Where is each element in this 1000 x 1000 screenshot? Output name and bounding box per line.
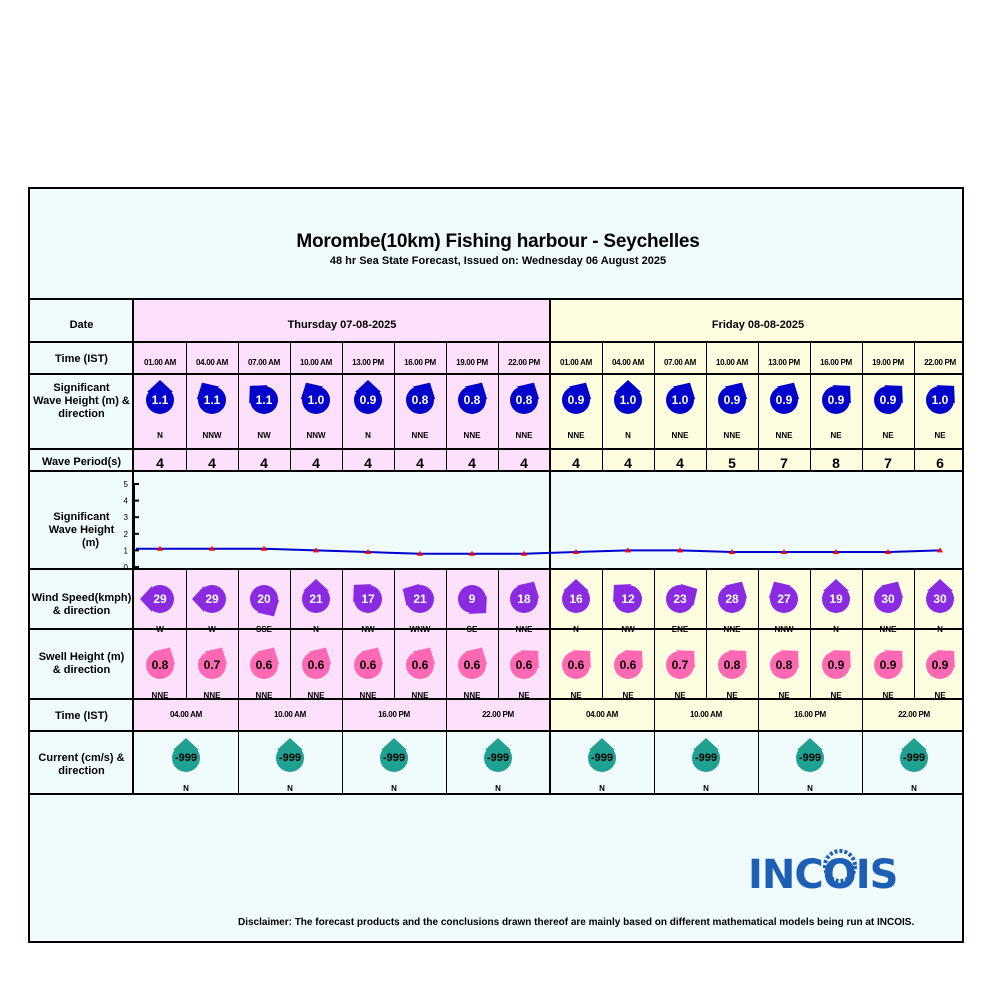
wind-speed-badge: 30 bbox=[926, 585, 954, 613]
chart-y-tick-label: 3 bbox=[123, 513, 128, 523]
globe-icon bbox=[820, 846, 860, 886]
page-title: Morombe(10km) Fishing harbour - Seychelles bbox=[296, 231, 700, 252]
wind-direction-label: W bbox=[156, 625, 164, 634]
time-cell: 01.00 AM bbox=[560, 358, 592, 367]
time-cell: 04.00 AM bbox=[196, 358, 228, 367]
forecast-sheet bbox=[28, 187, 964, 943]
wave-direction-label: NE bbox=[934, 431, 946, 440]
wave-height-badge: 0.9 bbox=[562, 386, 590, 414]
wave-height-badge: 1.0 bbox=[614, 386, 642, 414]
current-direction-label: N bbox=[807, 784, 813, 793]
label-sig-line2: Wave Height bbox=[48, 524, 115, 536]
wave-height-badge: 1.1 bbox=[146, 386, 174, 414]
current-direction-label: N bbox=[183, 784, 189, 793]
wind-direction-label: ENE bbox=[671, 625, 689, 634]
swell-direction-label: NE bbox=[674, 691, 686, 700]
wave-direction-label: NNE bbox=[515, 431, 533, 440]
swell-direction-label: NE bbox=[622, 691, 634, 700]
wave-direction-label: N bbox=[365, 431, 371, 440]
wave-period-cell: 4 bbox=[208, 455, 216, 471]
time-cell-2: 10.00 AM bbox=[690, 710, 722, 719]
swell-height-badge: 0.7 bbox=[198, 651, 226, 679]
wave-height-chart bbox=[30, 471, 964, 569]
label-wind-line1: Wind Speed(kmph) bbox=[31, 592, 132, 604]
label-swell-line1: Swell Height (m) bbox=[38, 651, 125, 663]
label-sig-line3: (m) bbox=[81, 537, 100, 549]
wave-period-cell: 4 bbox=[572, 455, 580, 471]
chart-y-tick-label: 2 bbox=[123, 529, 128, 539]
label-wind bbox=[30, 592, 133, 618]
col-divider bbox=[862, 569, 863, 699]
wave-period-cell: 4 bbox=[260, 455, 268, 471]
label-time: Time (IST) bbox=[55, 353, 108, 365]
swell-height-badge: 0.8 bbox=[770, 651, 798, 679]
time-cell: 10.00 AM bbox=[300, 358, 332, 367]
wave-period-cell: 5 bbox=[728, 455, 736, 471]
time-cell: 10.00 AM bbox=[716, 358, 748, 367]
time-cell-2: 16.00 PM bbox=[378, 710, 410, 719]
col-divider bbox=[498, 569, 499, 699]
swell-height-badge: 0.9 bbox=[822, 651, 850, 679]
wind-direction-label: NW bbox=[361, 625, 375, 634]
wind-speed-badge: 18 bbox=[510, 585, 538, 613]
wave-height-badge: 1.1 bbox=[198, 386, 226, 414]
wave-height-badge: 1.0 bbox=[302, 386, 330, 414]
swell-direction-label: NE bbox=[934, 691, 946, 700]
time-cell-2: 22.00 PM bbox=[898, 710, 930, 719]
wave-direction-label: NNE bbox=[671, 431, 689, 440]
swell-direction-label: NE bbox=[726, 691, 738, 700]
current-direction-label: N bbox=[391, 784, 397, 793]
col-divider bbox=[238, 569, 239, 699]
chart-y-tick-label: 1 bbox=[123, 546, 128, 556]
time-cell: 16.00 PM bbox=[820, 358, 852, 367]
label-cur-line2: direction bbox=[58, 765, 105, 777]
wind-direction-label: NW bbox=[621, 625, 635, 634]
wind-speed-badge: 23 bbox=[666, 585, 694, 613]
row-divider bbox=[30, 298, 964, 300]
swell-height-badge: 0.6 bbox=[354, 651, 382, 679]
label-wave bbox=[30, 382, 133, 421]
wave-direction-label: NW bbox=[257, 431, 271, 440]
wind-direction-label: N bbox=[833, 625, 839, 634]
col-divider bbox=[758, 569, 759, 699]
wave-height-badge: 0.8 bbox=[510, 386, 538, 414]
label-wave-line3: direction bbox=[58, 408, 105, 420]
swell-height-badge: 0.6 bbox=[562, 651, 590, 679]
swell-height-badge: 0.6 bbox=[614, 651, 642, 679]
wave-height-badge: 1.1 bbox=[250, 386, 278, 414]
wave-period-cell: 4 bbox=[624, 455, 632, 471]
swell-direction-label: NE bbox=[882, 691, 894, 700]
wave-direction-label: NNE bbox=[567, 431, 585, 440]
wind-speed-badge: 12 bbox=[614, 585, 642, 613]
time-cell: 16.00 PM bbox=[404, 358, 436, 367]
wind-speed-badge: 19 bbox=[822, 585, 850, 613]
wind-direction-label: NNE bbox=[723, 625, 741, 634]
current-speed-badge: -999 bbox=[484, 744, 512, 772]
label-current bbox=[30, 752, 133, 778]
wave-direction-label: NE bbox=[882, 431, 894, 440]
label-sig-line1: Significant bbox=[53, 511, 110, 523]
current-speed-badge: -999 bbox=[380, 744, 408, 772]
label-swell-line2: & direction bbox=[52, 664, 111, 676]
wave-period-cell: 4 bbox=[468, 455, 476, 471]
swell-direction-label: NNE bbox=[307, 691, 325, 700]
wind-direction-label: N bbox=[573, 625, 579, 634]
current-speed-badge: -999 bbox=[172, 744, 200, 772]
label-wave-line2: Wave Height (m) & bbox=[33, 395, 130, 407]
wind-direction-label: SSE bbox=[255, 625, 272, 634]
wave-direction-label: NNE bbox=[411, 431, 429, 440]
time-cell: 19.00 PM bbox=[456, 358, 488, 367]
wave-period-cell: 7 bbox=[884, 455, 892, 471]
wind-speed-badge: 28 bbox=[718, 585, 746, 613]
wave-direction-label: N bbox=[157, 431, 163, 440]
wave-period-cell: 4 bbox=[520, 455, 528, 471]
current-direction-label: N bbox=[911, 784, 917, 793]
current-speed-badge: -999 bbox=[900, 744, 928, 772]
current-speed-badge: -999 bbox=[588, 744, 616, 772]
swell-direction-label: NNE bbox=[151, 691, 169, 700]
swell-direction-label: NNE bbox=[411, 691, 429, 700]
wave-height-badge: 1.0 bbox=[666, 386, 694, 414]
chart-series-line bbox=[136, 549, 940, 554]
col-divider bbox=[602, 569, 603, 699]
swell-height-badge: 0.7 bbox=[666, 651, 694, 679]
col-divider bbox=[290, 569, 291, 699]
time-cell: 22.00 PM bbox=[508, 358, 540, 367]
wave-direction-label: N bbox=[625, 431, 631, 440]
wave-period-cell: 4 bbox=[416, 455, 424, 471]
wave-period-cell: 7 bbox=[780, 455, 788, 471]
label-swell bbox=[30, 651, 133, 677]
time-cell-2: 22.00 PM bbox=[482, 710, 514, 719]
label-date: Date bbox=[69, 319, 94, 331]
swell-height-badge: 0.6 bbox=[406, 651, 434, 679]
current-direction-label: N bbox=[703, 784, 709, 793]
current-speed-badge: -999 bbox=[692, 744, 720, 772]
wave-period-cell: 4 bbox=[156, 455, 164, 471]
col-divider bbox=[342, 569, 343, 699]
current-direction-label: N bbox=[287, 784, 293, 793]
wind-speed-badge: 16 bbox=[562, 585, 590, 613]
wave-direction-label: NNE bbox=[463, 431, 481, 440]
time-cell-2: 04.00 AM bbox=[586, 710, 618, 719]
wave-direction-label: NNW bbox=[202, 431, 222, 440]
swell-height-badge: 0.6 bbox=[510, 651, 538, 679]
swell-direction-label: NE bbox=[570, 691, 582, 700]
wind-direction-label: W bbox=[208, 625, 216, 634]
col-divider bbox=[394, 569, 395, 699]
swell-height-badge: 0.8 bbox=[718, 651, 746, 679]
wave-direction-label: NNW bbox=[306, 431, 326, 440]
current-direction-label: N bbox=[495, 784, 501, 793]
swell-direction-label: NE bbox=[778, 691, 790, 700]
time-cell: 13.00 PM bbox=[768, 358, 800, 367]
swell-height-badge: 0.6 bbox=[250, 651, 278, 679]
wave-direction-label: NNE bbox=[775, 431, 793, 440]
row-divider bbox=[30, 730, 964, 732]
time-cell: 07.00 AM bbox=[664, 358, 696, 367]
current-speed-badge: -999 bbox=[796, 744, 824, 772]
col-divider bbox=[810, 569, 811, 699]
swell-direction-label: NNE bbox=[359, 691, 377, 700]
wind-speed-badge: 17 bbox=[354, 585, 382, 613]
swell-height-badge: 0.9 bbox=[926, 651, 954, 679]
label-cur-line1: Current (cm/s) & bbox=[38, 752, 125, 764]
label-sig-height bbox=[30, 511, 133, 550]
wave-height-badge: 0.9 bbox=[822, 386, 850, 414]
swell-direction-label: NE bbox=[518, 691, 530, 700]
wave-period-cell: 4 bbox=[312, 455, 320, 471]
time-cell: 07.00 AM bbox=[248, 358, 280, 367]
wind-speed-badge: 21 bbox=[406, 585, 434, 613]
wind-speed-badge: 27 bbox=[770, 585, 798, 613]
wave-direction-label: NNE bbox=[723, 431, 741, 440]
wind-direction-label: NNE bbox=[515, 625, 533, 634]
time-cell-2: 10.00 AM bbox=[274, 710, 306, 719]
swell-height-badge: 0.8 bbox=[146, 651, 174, 679]
wave-period-cell: 4 bbox=[364, 455, 372, 471]
wind-speed-badge: 29 bbox=[198, 585, 226, 613]
wave-height-badge: 0.9 bbox=[718, 386, 746, 414]
row-divider bbox=[30, 373, 964, 375]
wind-direction-label: SE bbox=[466, 625, 478, 634]
wave-period-cell: 6 bbox=[936, 455, 944, 471]
wind-speed-badge: 20 bbox=[250, 585, 278, 613]
col-divider bbox=[446, 569, 447, 699]
label-wind-line2: & direction bbox=[52, 605, 111, 617]
incois-logo bbox=[748, 852, 898, 912]
wind-speed-badge: 9 bbox=[458, 585, 486, 613]
page-subtitle: 48 hr Sea State Forecast, Issued on: Wednesday 06 August 2025 bbox=[329, 255, 667, 267]
row-divider bbox=[30, 448, 964, 450]
wave-height-badge: 0.8 bbox=[458, 386, 486, 414]
row-divider bbox=[30, 793, 964, 795]
wave-period-cell: 8 bbox=[832, 455, 840, 471]
swell-height-badge: 0.6 bbox=[458, 651, 486, 679]
time-cell: 01.00 AM bbox=[144, 358, 176, 367]
wind-direction-label: NNW bbox=[774, 625, 794, 634]
wind-direction-label: NNE bbox=[879, 625, 897, 634]
logo-text: INCOIS bbox=[748, 852, 898, 898]
wave-height-badge: 0.9 bbox=[354, 386, 382, 414]
day-header: Thursday 07-08-2025 bbox=[287, 319, 397, 331]
swell-direction-label: NNE bbox=[255, 691, 273, 700]
current-direction-label: N bbox=[599, 784, 605, 793]
col-divider bbox=[914, 569, 915, 699]
time-cell-2: 04.00 AM bbox=[170, 710, 202, 719]
current-speed-badge: -999 bbox=[276, 744, 304, 772]
swell-height-badge: 0.9 bbox=[874, 651, 902, 679]
chart-y-tick-label: 0 bbox=[123, 563, 128, 569]
day-header: Friday 08-08-2025 bbox=[711, 319, 805, 331]
wind-speed-badge: 29 bbox=[146, 585, 174, 613]
wind-speed-badge: 30 bbox=[874, 585, 902, 613]
wind-direction-label: WNW bbox=[409, 625, 431, 634]
wind-speed-badge: 21 bbox=[302, 585, 330, 613]
swell-direction-label: NNE bbox=[203, 691, 221, 700]
time-cell-2: 16.00 PM bbox=[794, 710, 826, 719]
wave-height-badge: 1.0 bbox=[926, 386, 954, 414]
wind-direction-label: N bbox=[313, 625, 319, 634]
time-cell: 04.00 AM bbox=[612, 358, 644, 367]
col-divider bbox=[706, 569, 707, 699]
wave-height-badge: 0.8 bbox=[406, 386, 434, 414]
wave-height-badge: 0.9 bbox=[770, 386, 798, 414]
wave-direction-label: NE bbox=[830, 431, 842, 440]
row-divider bbox=[30, 341, 964, 343]
chart-y-tick-label: 5 bbox=[123, 480, 128, 489]
time-cell: 22.00 PM bbox=[924, 358, 956, 367]
wave-height-badge: 0.9 bbox=[874, 386, 902, 414]
wave-period-cell: 4 bbox=[676, 455, 684, 471]
swell-direction-label: NE bbox=[830, 691, 842, 700]
chart-y-tick-label: 4 bbox=[123, 496, 128, 506]
label-period: Wave Period(s) bbox=[41, 456, 122, 468]
col-divider bbox=[186, 569, 187, 699]
time-cell: 13.00 PM bbox=[352, 358, 384, 367]
wind-direction-label: N bbox=[937, 625, 943, 634]
swell-direction-label: NNE bbox=[463, 691, 481, 700]
label-time-2: Time (IST) bbox=[55, 710, 108, 722]
disclaimer: Disclaimer: The forecast products and the conclusions drawn thereof are mainly based on different mathematical models being run at INCOIS. bbox=[238, 917, 915, 928]
time-cell: 19.00 PM bbox=[872, 358, 904, 367]
swell-height-badge: 0.6 bbox=[302, 651, 330, 679]
label-wave-line1: Significant bbox=[53, 382, 110, 394]
col-divider bbox=[654, 569, 655, 699]
